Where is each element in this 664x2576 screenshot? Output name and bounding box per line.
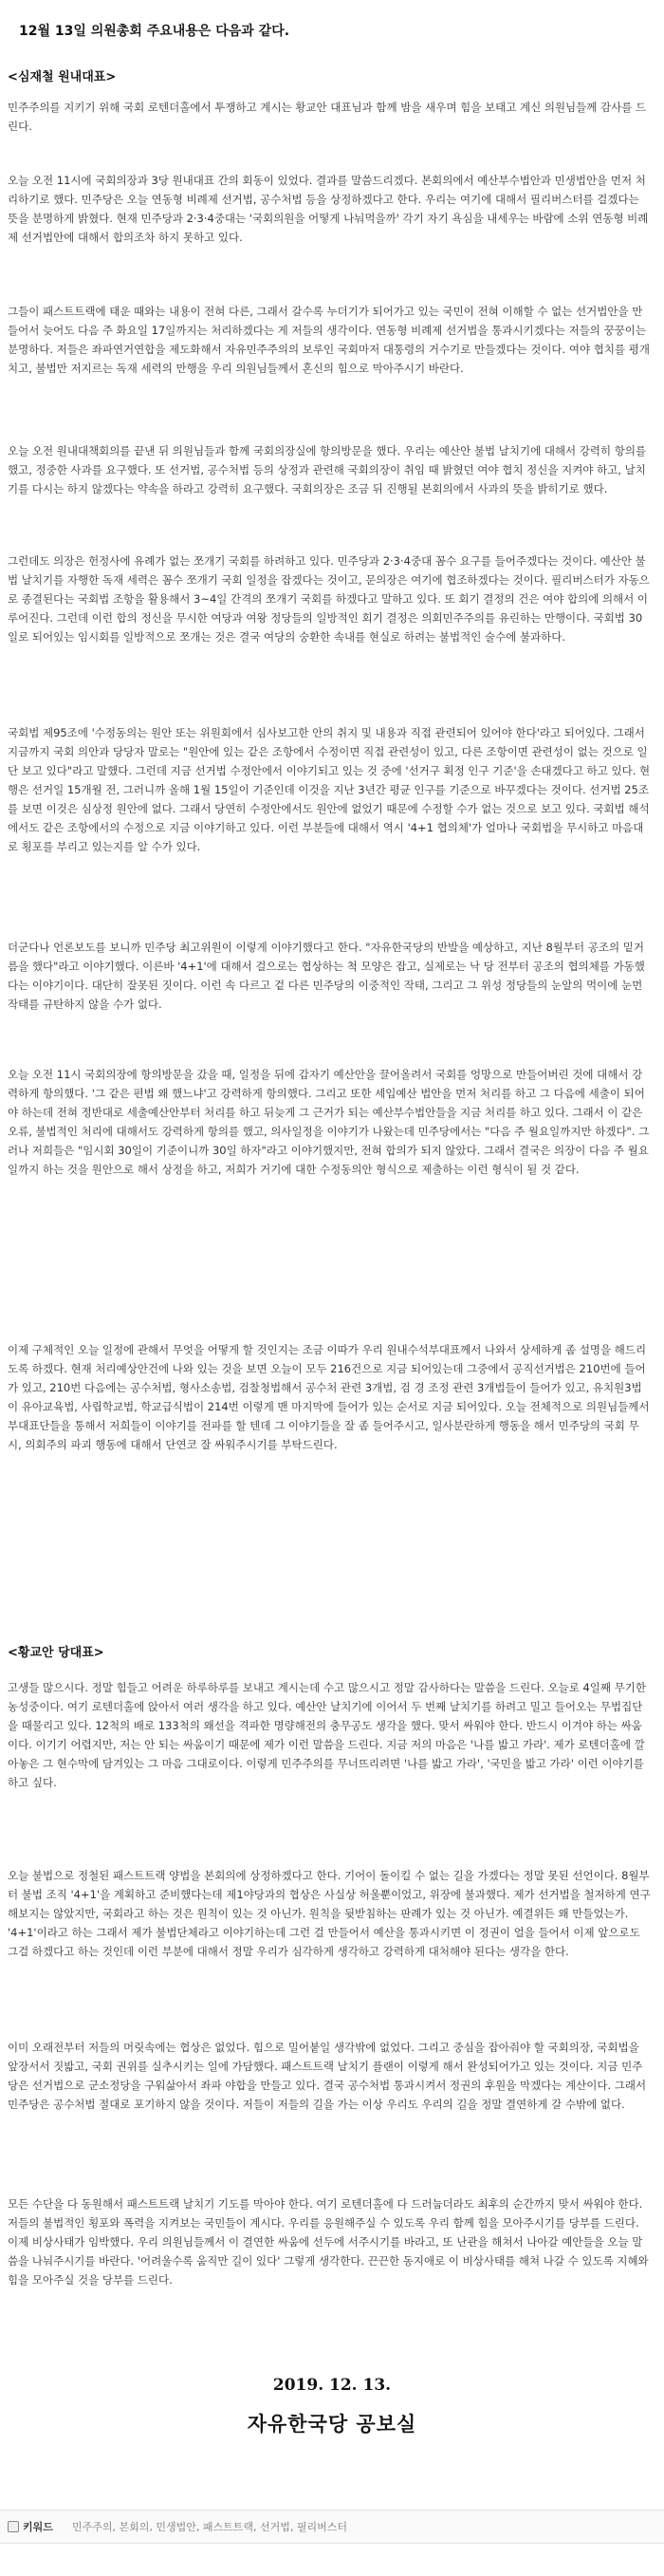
paragraph: 국회법 제95조에 '수정동의는 원안 또는 위원회에서 심사보고한 안의 취지 및 내용과 직접 관련되어 있어야 한다'라고 되어있다. 그래서 지금까지 국회 의안과 당당자 말로는 "원안에 있는 같은 조항에서 수정이면 직접 관련성이 있고, 다른 조항이면 관련성이 없는 것으로 일단 보고 있다"라고 말했다. 그런데 지금 선거법 수정안에서 이야기되고 있는 것 중에 '선거구 획정 인구 기준'을 손대겠다고 하고 있다. 현행은 선거일 15개월 전, 그러니까 올해 1월 15일이 기준인데 이것을 지난 3년간 평균 인구를 기준으로 바꾸겠다는 것이다. 선거법 25조를 보면 이것은 심상정 원안에 없다. 그래서 당연히 수정안에서도 원안에 없었기 때문에 수정할 수가 없는 것으로 보고 있다. 국회법 해석에서도 같은 조항에서의 수정으로 지금 이야기하고 있다. 이런 부분들에 대해서 역시 '4+1 협의체'가 얼마나 국회법을 무시하고 마음대로 횡포를 부리고 있는지를 알 수가 있다.	[8, 726, 651, 853]
keyword-list[interactable]: 민주주의, 본회의, 민생법안, 패스트트랙, 선거법, 필리버스터	[72, 2521, 347, 2533]
paragraph: 그런데도 의장은 헌정사에 유례가 없는 쪼개기 국회를 하려하고 있다. 민주당과 2·3·4중대 꼼수 요구를 들어주겠다는 것이다. 예산안 불법 날치기를 자행한 독재 세력은 꼼수 쪼개기 국회 일정을 잡겠다는 것이고, 문의장은 여기에 협조하겠다는 것이다. 필리버스터가 자동으로 종결된다는 국회법 조항을 활용해서 3~4일 간격의 쪼개기 국회를 하겠다고 말하고 있다. 또 회기 결정의 건은 여야 합의에 의해서 이루어진다. 그런데 이런 합의 정신을 무시한 여당과 여왕 정당들의 일방적인 회기 결정은 의회민주주의를 유린하는 만행이다. 국회법 30일로 되어있는 임시회를 일방적으로 쪼개는 것은 결국 여당의 숭환한 속내를 현실로 하려는 불법적인 술수에 불과하다.	[8, 554, 650, 644]
section-title-shim: <심재철 원내대표>	[8, 70, 117, 84]
paragraph: 모든 수단을 다 동원해서 패스트트랙 날치기 기도를 막아야 한다. 여기 로텐더홀에 다 드러눕더라도 최후의 순간까지 맞서 싸워야 한다. 저들의 불법적인 횡포와 폭력을 지켜보는 국민들이 계시다. 우리를 응원해주실 수 있도록 우리 함께 힘을 모아주시기를 당부를 드린다. 이제 비상사태가 임박했다. 우리 의원님들께서 이 결연한 싸움에 선두에 서주시기를 바라고, 또 난관을 해쳐서 나아갈 예안들을 오늘 말씀을 나눠주시기를 바란다. '어려울수록 움직만 길이 있다' 그렇게 생각한다. 끈끈한 동지애로 이 비상사태를 해쳐 나갈 수 있도록 지혜와 힘을 모아주실 것을 당부를 드린다.	[8, 2197, 649, 2287]
paragraph: 오늘 오전 원내대책회의를 끝낸 뒤 의원님들과 함께 국회의장실에 항의방문을 했다. 우리는 예산안 불법 날치기에 대해서 강력히 항의를 했고, 정중한 사과를 요구했다. 또 선거법, 공수처법 등의 상정과 관련해 국회의장이 취임 때 밝혔던 여야 협치 정신을 지켜야 하고, 날치기를 다시는 하지 않겠다는 약속을 하라고 강력히 요구했다. 국회의장은 조금 뒤 진행될 본회의에서 사과의 뜻을 밝히기로 했다.	[8, 444, 647, 495]
paragraph: 이미 오래전부터 저들의 머릿속에는 협상은 없었다. 힘으로 밀어붙일 생각밖에 없었다. 그리고 중심을 잡아줘야 할 국회의장, 국회법을 앞장서서 짓밟고, 국회 권위를 실추시키는 일에 가담했다. 패스트트랙 날치기 플랜이 이렇게 해서 완성되어가고 있는 것이다. 지금 민주당은 선거법으로 군소정당을 구워삶아서 좌파 야합을 만들고 있다. 결국 공수처법 통과시켜서 정권의 후원을 막겠다는 계산이다. 그래서 민주당은 공수처법 절대로 포기하지 않을 것이다. 저들이 저들의 길을 가는 이상 우리도 우리의 길을 정말 결연하게 갈 수밖에 없다.	[8, 2041, 647, 2111]
section-title-hwang: <황교안 당대표>	[8, 1646, 104, 1660]
intro-line: 12월 13일 의원총회 주요내용은 다음과 같다.	[19, 24, 290, 39]
paragraph: 고생들 많으시다. 정말 힘들고 어려운 하루하루를 보내고 계시는데 수고 많으시고 정말 감사하다는 말씀을 드린다. 오늘로 4일째 무기한 농성중이다. 여기 로텐더홀에 앉아서 여러 생각을 하고 있다. 예산안 날치기에 이어서 두 번째 날치기를 하려고 밀고 들어오는 무법집단을 때물리고 있다. 12척의 배로 133척의 왜선을 격파한 명량해전의 충무공도 생각을 했다. 맞서 싸워야 한다. 반드시 이겨야 하는 싸움이다. 이기기 어렵지만, 저는 안 되는 싸움이기 때문에 제가 이런 말씀을 드린다. 지금 저의 마음은 '나를 밟고 가라'. 제가 로텐더홀에 깔아놓은 그 현수막에 담겨있는 그 마음 그대로이다. 이렇게 민주주의를 무너뜨리려면 '나를 밟고 가라', '국민을 밟고 가라' 이런 이야기를 하고 싶다.	[8, 1681, 646, 1789]
press-office-signature: 자유한국당 공보실	[247, 2413, 417, 2436]
paragraph: 오늘 오전 11시에 국회의장과 3당 원내대표 간의 회동이 있었다. 결과를 말씀드리겠다. 본회의에서 예산부수법안과 민생법안을 먼저 처리하기로 했다. 민주당은 오늘 연동형 비례제 선거법, 공수처법 등을 상정하겠다고 한다. 우리는 여기에 대해서 필리버스터를 걸겠다는 뜻을 분명하게 밝혔다. 현재 민주당과 2·3·4중대는 '국회의원을 어떻게 나눠먹을까' 각기 자기 욕심을 내세우는 바람에 소위 연동형 비례제 선거법안에 대해서 합의조차 하지 못하고 있다.	[8, 174, 649, 244]
keyword-label: 키워드	[23, 2521, 53, 2533]
release-date: 2019. 12. 13.	[272, 2376, 392, 2395]
paragraph: 오늘 불법으로 정철된 패스트트랙 양법을 본회의에 상정하겠다고 한다. 기어이 돌이킬 수 없는 길을 가겠다는 정말 못된 선언이다. 8월부터 불법 조직 '4+1'을 계획하고 준비했다는데 제1야당과의 협상은 사실상 허울뿐이었고, 위장에 불과했다. 제가 선거법을 철저하게 연구해보지는 않았지만, 국회라고 하는 것은 원칙이 있는 것 아닌가. 원칙을 뒷받침하는 판례가 있는 것 아닌가. 예결위든 왜 만들었는가. '4+1'이라고 하는 그래서 제가 불법단체라고 이야기하는데 그런 걸 만들어서 예산을 통과시키면 이 정권이 얼을 들어서 이제 앞으로도 그걸 하겠다고 하는 것인데 이런 부분에 대해서 정말 우리가 심각하게 생각하고 강력하게 대처해야 된다는 생각을 한다.	[8, 1869, 651, 1958]
paragraph: 민주주의를 지키기 위해 국회 로텐더홀에서 투쟁하고 계시는 황교안 대표님과 함께 밤을 새우며 힘을 보태고 계신 의원님들께 감사를 드린다.	[8, 101, 647, 133]
paragraph: 그들이 패스트트랙에 태운 때와는 내용이 전혀 다른, 그래서 갈수록 누더기가 되어가고 있는 국민이 전혀 이해할 수 없는 선거법안을 만들어서 늦어도 다음 주 화요일 17일까지는 처리하겠다는 게 저들의 생각이다. 연동형 비례제 선거법을 통과시키겠다는 저들의 꿍꿍이는 분명하다. 저들은 좌파연거연합을 제도화해서 자유민주주의의 보루인 국회마저 대통령의 거수기로 만들겠다는 것이다. 여야 협치를 평개치고, 불법만 저지르는 독재 세력의 만행을 우리 의원님들께서 혼신의 힘으로 막아주시기 바란다.	[8, 305, 650, 375]
paragraph: 이제 구체적인 오늘 일정에 관해서 무엇을 어떻게 할 것인지는 조금 이따가 우리 원내수석부대표께서 나와서 상세하게 좀 설명을 해드리도록 하겠다. 현재 처리예상안건에 나와 있는 것을 보면 오늘이 모두 216건으로 지금 되어있는데 그중에서 공직선거법은 210번에 들어가 있고, 210번 다음에는 공수처법, 형사소송법, 검찰청법해서 공수처 관련 3개법, 검 경 조정 관련 3개법들이 들어가 있고, 유치원3법이 유아교육법, 사립학교법, 학교급식법이 214번 이렇게 맨 마지막에 들어가 있는 순서로 지금 되어있다. 오늘 전체적으로 의원님들께서 부대표단들을 통해서 저희들이 이야기를 전파를 할 텐데 그 이야기들을 잘 좀 들어주시고, 일사분란하게 행동을 해서 민주당의 국회 무시, 의회주의 파괴 행동에 대해서 단연코 잘 싸워주시기를 부탁드린다.	[8, 1343, 650, 1451]
keyword-bar	[0, 2510, 664, 2544]
paragraph: 오늘 오전 11시 국회의장에 항의방문을 갔을 때, 일정을 뒤에 갑자기 예산안을 끌어올려서 국회를 엉망으로 만들어버린 것에 대해서 강력하게 항의했다. '그 같은 편법 왜 했느냐'고 강력하게 항의했다. 그리고 또한 세입예산 법안을 먼저 처리를 하고 그 다음에 세출이 되어야 하는데 전혀 정반대로 세출예산안부터 처리를 하고 뒤늦게 그 근거가 되는 예산부수법안들을 지금 처리를 하고 있다. 그래서 이 같은 오류, 불법적인 처리에 대해서도 강력하게 항의를 했고, 의사일정을 이야기가 나왔는데 민주당에서는 "다음 주 월요일까지만 하겠다". 그러나 저희들은 "임시회 30일이 기준이니까 30일 하자"라고 이야기했지만, 전혀 합의가 되지 않았다. 그래서 결국은 의장이 다음 주 월요일까지 하는 것을 원안으로 해서 상정을 하고, 저희가 거기에 대한 수정동의안 형식으로 제출하는 이런 형식이 될 것 같다.	[8, 1068, 650, 1176]
paragraph: 더군다나 언론보도를 보니까 민주당 최고위원이 이렇게 이야기했다고 한다. "자유한국당의 반발을 예상하고, 지난 8월부터 공조의 밑거름을 했다"라고 이야기했다. 이른바 '4+1'에 대해서 걸으로는 협상하는 척 모양은 잡고, 실제로는 낙 당 전부터 공조의 협의체를 가동했다는 이야기이다. 대단히 잘못된 짓이다. 이런 속 다르고 겉 다른 민주당의 이중적인 작태, 그리고 그 위성 정당들의 눈알의 먹이에 눈먼 작태를 규탄하지 않을 수가 없다.	[8, 941, 645, 1011]
keyword-icon	[8, 2521, 19, 2532]
